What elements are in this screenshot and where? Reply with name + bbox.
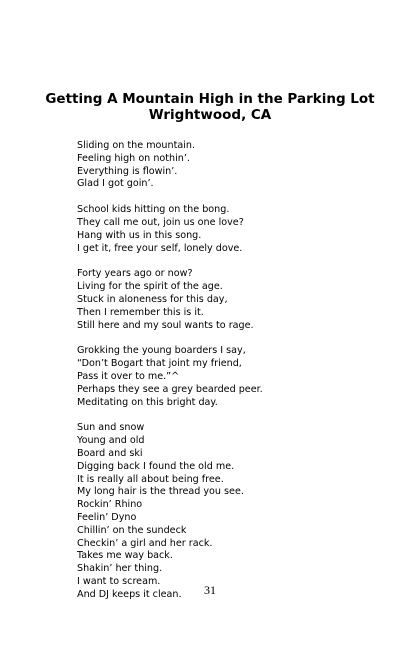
poem-line: Board and ski	[77, 447, 143, 459]
poem-line: School kids hitting on the bong.	[77, 204, 230, 216]
poem-line: Everything is flowin’.	[77, 165, 178, 177]
poem-line: I want to scream.	[77, 575, 161, 587]
stanza	[77, 204, 397, 255]
poem-line: Glad I got goin’.	[77, 178, 154, 190]
poem-line: Sun and snow	[77, 422, 145, 434]
poem-line: Living for the spirit of the age.	[77, 281, 223, 293]
stanza	[77, 268, 397, 332]
poem-line: Hang with us in this song.	[77, 229, 202, 241]
stanza	[77, 345, 397, 409]
poem-line: And DJ keeps it clean.	[77, 588, 182, 600]
poem-line: Takes me way back.	[77, 550, 173, 562]
poem-line: Meditating on this bright day.	[77, 396, 218, 408]
page-number: 31	[204, 583, 216, 597]
poem-line: I get it, free your self, lonely dove.	[77, 242, 243, 254]
poem-location: Wrightwood, CA	[148, 107, 272, 123]
poem-title-line: Getting A Mountain High in the Parking Lot	[45, 91, 375, 107]
poem-line: Then I remember this is it.	[77, 306, 204, 318]
poem-line: Young and old	[77, 435, 145, 447]
poem-line: Shakin’ her thing.	[77, 563, 163, 575]
poem-line: Feelin’ Dyno	[77, 511, 137, 523]
poem-line: Digging back I found the old me.	[77, 460, 235, 472]
poem-line: Pass it over to me.”^	[77, 370, 180, 382]
poem-line: It is really all about being free.	[77, 473, 224, 485]
poem-line: They call me out, join us one love?	[77, 216, 244, 228]
poem-line: Sliding on the mountain.	[77, 140, 196, 151]
poem-line: “Don’t Bogart that joint my friend,	[77, 358, 242, 370]
poem-line: Still here and my soul wants to rage.	[77, 319, 254, 331]
poem-line: Grokking the young boarders I say,	[77, 345, 246, 357]
poem-line: My long hair is the thread you see.	[77, 486, 244, 498]
stanza	[77, 422, 397, 601]
poem-line: Rockin’ Rhino	[77, 499, 143, 511]
poem-body	[77, 140, 397, 615]
poem-title	[0, 91, 420, 123]
poem-line: Checkin’ a girl and her rack.	[77, 537, 213, 549]
poem-line: Forty years ago or now?	[77, 268, 193, 280]
poem-line: Chillin’ on the sundeck	[77, 524, 187, 536]
stanza	[77, 140, 397, 191]
poem-line: Feeling high on nothin’.	[77, 152, 190, 164]
poem-line: Perhaps they see a grey bearded peer.	[77, 383, 263, 395]
poem-line: Stuck in aloneness for this day,	[77, 293, 228, 305]
